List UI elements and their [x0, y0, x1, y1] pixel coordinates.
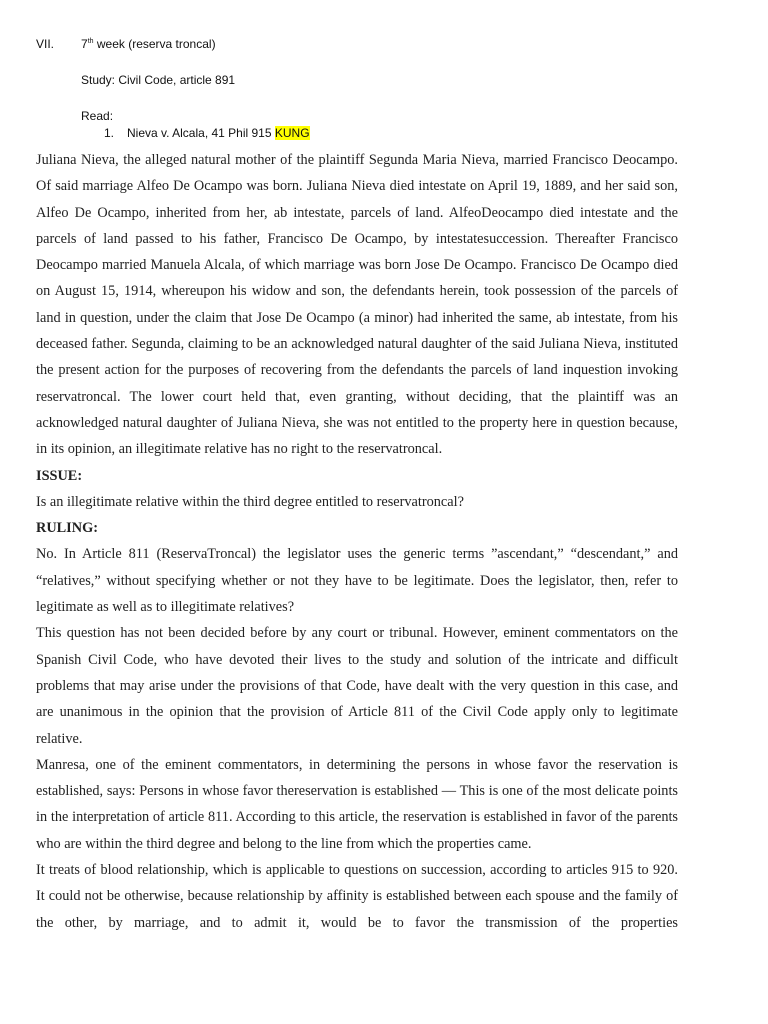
issue-paragraph: Is an illegitimate relative within the third degree entitled to reservatroncal? [36, 493, 464, 510]
study-line: Study: Civil Code, article 891 [81, 73, 236, 87]
reading-item-number: 1. [104, 126, 115, 140]
week-number: 7 [81, 37, 88, 51]
read-label: Read: [81, 109, 114, 123]
reading-item [127, 125, 310, 141]
ruling-paragraph-4: It treats of blood relationship, which is applicable to questions on succession, according to articles 915 to 920. It could not be otherwise, because relationship by affinity is established between each spouse and the family of the other, by marriage, and to admit it, would be to favor the transmission of the properties [36, 862, 678, 931]
ruling-heading: RULING: [36, 520, 98, 537]
ruling-paragraph-1: No. In Article 811 (ReservaTroncal) the legislator uses the generic terms ”ascendant,” “descendant,” and “relatives,” without specifying whether or not they have to be legitimate. Does the legislator, then, refer to legitimate as well as to illegitimate relatives? [36, 546, 678, 616]
week-heading [81, 36, 216, 52]
section-number: VII. [36, 37, 55, 51]
facts-paragraph: Juliana Nieva, the alleged natural mother of the plaintiff Segunda Maria Nieva, married Francisco Deocampo. Of said marriage Alfeo De Ocampo was born. Juliana Nieva died intestate on April 19, 1889, and her said son, Alfeo De Ocampo, inherited from her, ab intestate, parcels of land. AlfeoDeocampo died intestate and the parcels of land passed to his father, Francisco De Ocampo, by intestatesuccession. Thereafter Francisco Deocampo married Manuela Alcala, of which marriage was born Jose De Ocampo. Francisco De Ocampo died on August 15, 1914, whereupon his widow and son, the defendants herein, took possession of the parcels of land in question, under the claim that Jose De Ocampo (a minor) had inherited the same, ab intestate, from his deceased father. Segunda, claiming to be an acknowledged natural daughter of the said Juliana Nieva, instituted the present action for the purposes of recovering from the defendants the parcels of land inquestion invoking reservatroncal. The lower court held that, even granting, without deciding, that the plaintiff was an acknowledged natural daughter of Juliana Nieva, she was not entitled to the property here in question because, in its opinion, an illegitimate relative has no right to the reservatroncal. [36, 152, 678, 458]
week-suffix: th [87, 38, 94, 45]
reading-item-case: Nieva v. Alcala, 41 Phil 915 [127, 126, 275, 140]
ruling-paragraph-3: Manresa, one of the eminent commentators, in determining the persons in whose favor the reservation is established, says: Persons in whose favor thereservation is established — This is one of the most delicate points in the interpretation of article 811. According to this article, the reservation is established in favor of the parents who are within the third degree and belong to the line from which the properties came. [36, 756, 678, 852]
document-body [36, 147, 678, 936]
issue-heading: ISSUE: [36, 467, 83, 484]
ruling-paragraph-2: This question has not been decided before by any court or tribunal. However, eminent commentators on the Spanish Civil Code, who have devoted their lives to the study and solution of the intricate and difficult problems that may arise under the provisions of that Code, have dealt with the very question in this case, and are unanimous in the opinion that the provision of Article 811 of the Civil Code apply only to legitimate relative. [36, 625, 678, 747]
highlighted-name: KUNG [274, 126, 310, 140]
week-title: week (reserva troncal) [93, 37, 216, 51]
